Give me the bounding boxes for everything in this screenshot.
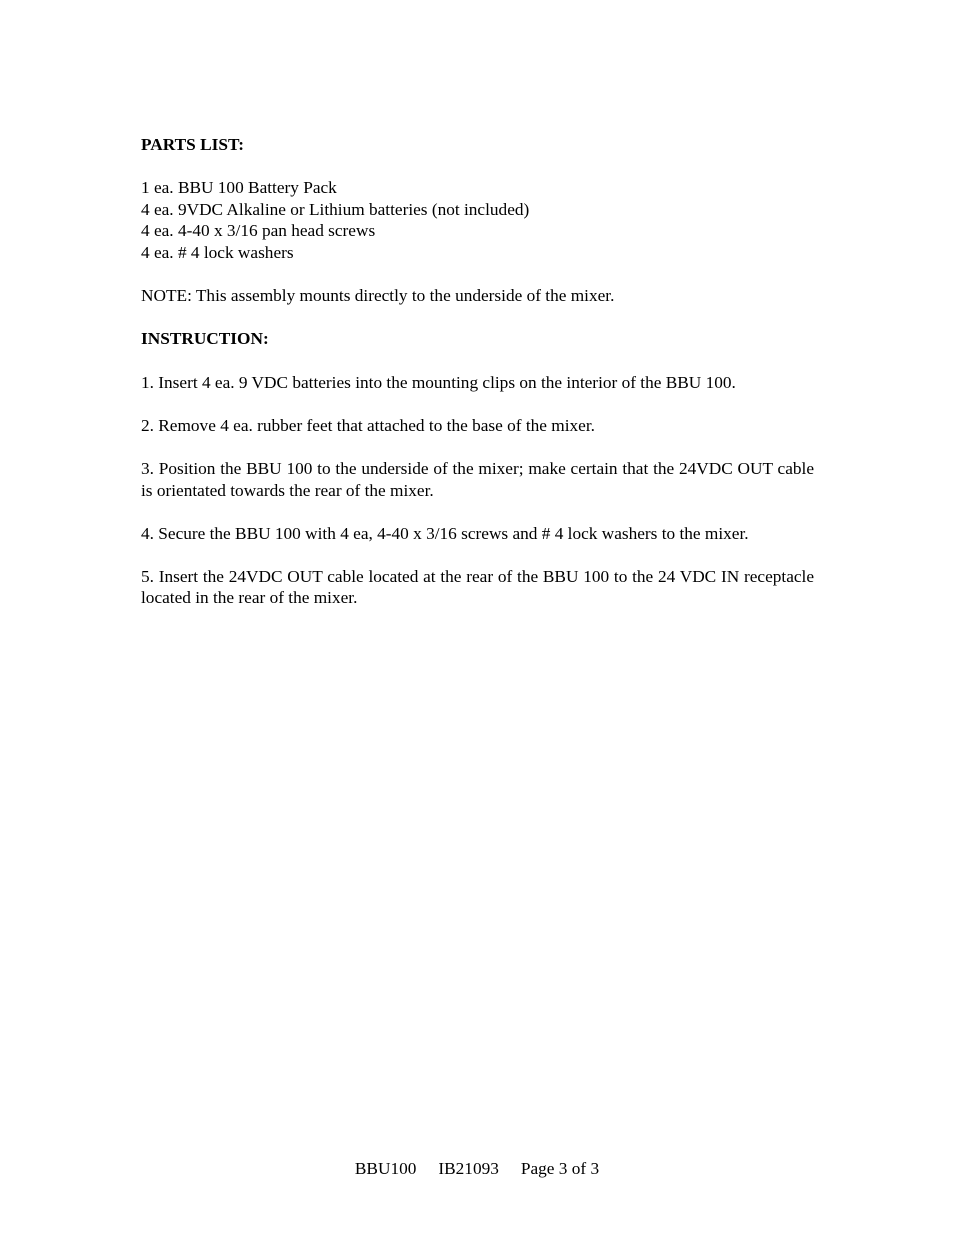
document-body — [141, 134, 814, 609]
spacer — [141, 307, 814, 329]
footer-document-id: IB21093 — [438, 1159, 499, 1178]
page-footer — [0, 1158, 954, 1180]
instruction-heading: INSTRUCTION: — [141, 329, 269, 349]
parts-item: 4 ea. # 4 lock washers — [141, 242, 294, 262]
instruction-step-2: 2. Remove 4 ea. rubber feet that attached to the base of the mixer. — [141, 415, 595, 435]
parts-item: 4 ea. 4-40 x 3/16 pan head screws — [141, 221, 376, 241]
instruction-step-5: 5. Insert the 24VDC OUT cable located at the rear of the BBU 100 to the 24 VDC IN receptacle located in the rear of the mixer. — [141, 566, 814, 608]
spacer — [141, 544, 814, 566]
spacer — [141, 436, 814, 458]
parts-list-heading: PARTS LIST: — [141, 135, 244, 154]
spacer — [141, 393, 814, 415]
spacer — [141, 501, 814, 523]
spacer — [141, 156, 814, 178]
footer-page-number: Page 3 of 3 — [520, 1159, 600, 1178]
instruction-step-4: 4. Secure the BBU 100 with 4 ea, 4-40 x 3/16 screws and # 4 lock washers to the mixer. — [141, 523, 749, 543]
mounting-note: NOTE: This assembly mounts directly to the underside of the mixer. — [141, 286, 615, 306]
footer-model: BBU100 — [354, 1159, 417, 1178]
parts-item: 1 ea. BBU 100 Battery Pack — [141, 178, 337, 198]
instruction-step-3: 3. Position the BBU 100 to the underside of the mixer; make certain that the 24VDC OUT cable is orientated towards the rear of the mixer. — [141, 458, 814, 500]
spacer — [141, 264, 814, 286]
instruction-step-1: 1. Insert 4 ea. 9 VDC batteries into the mounting clips on the interior of the BBU 100. — [141, 372, 736, 392]
parts-item: 4 ea. 9VDC Alkaline or Lithium batteries (not included) — [141, 199, 530, 219]
spacer — [141, 350, 814, 372]
